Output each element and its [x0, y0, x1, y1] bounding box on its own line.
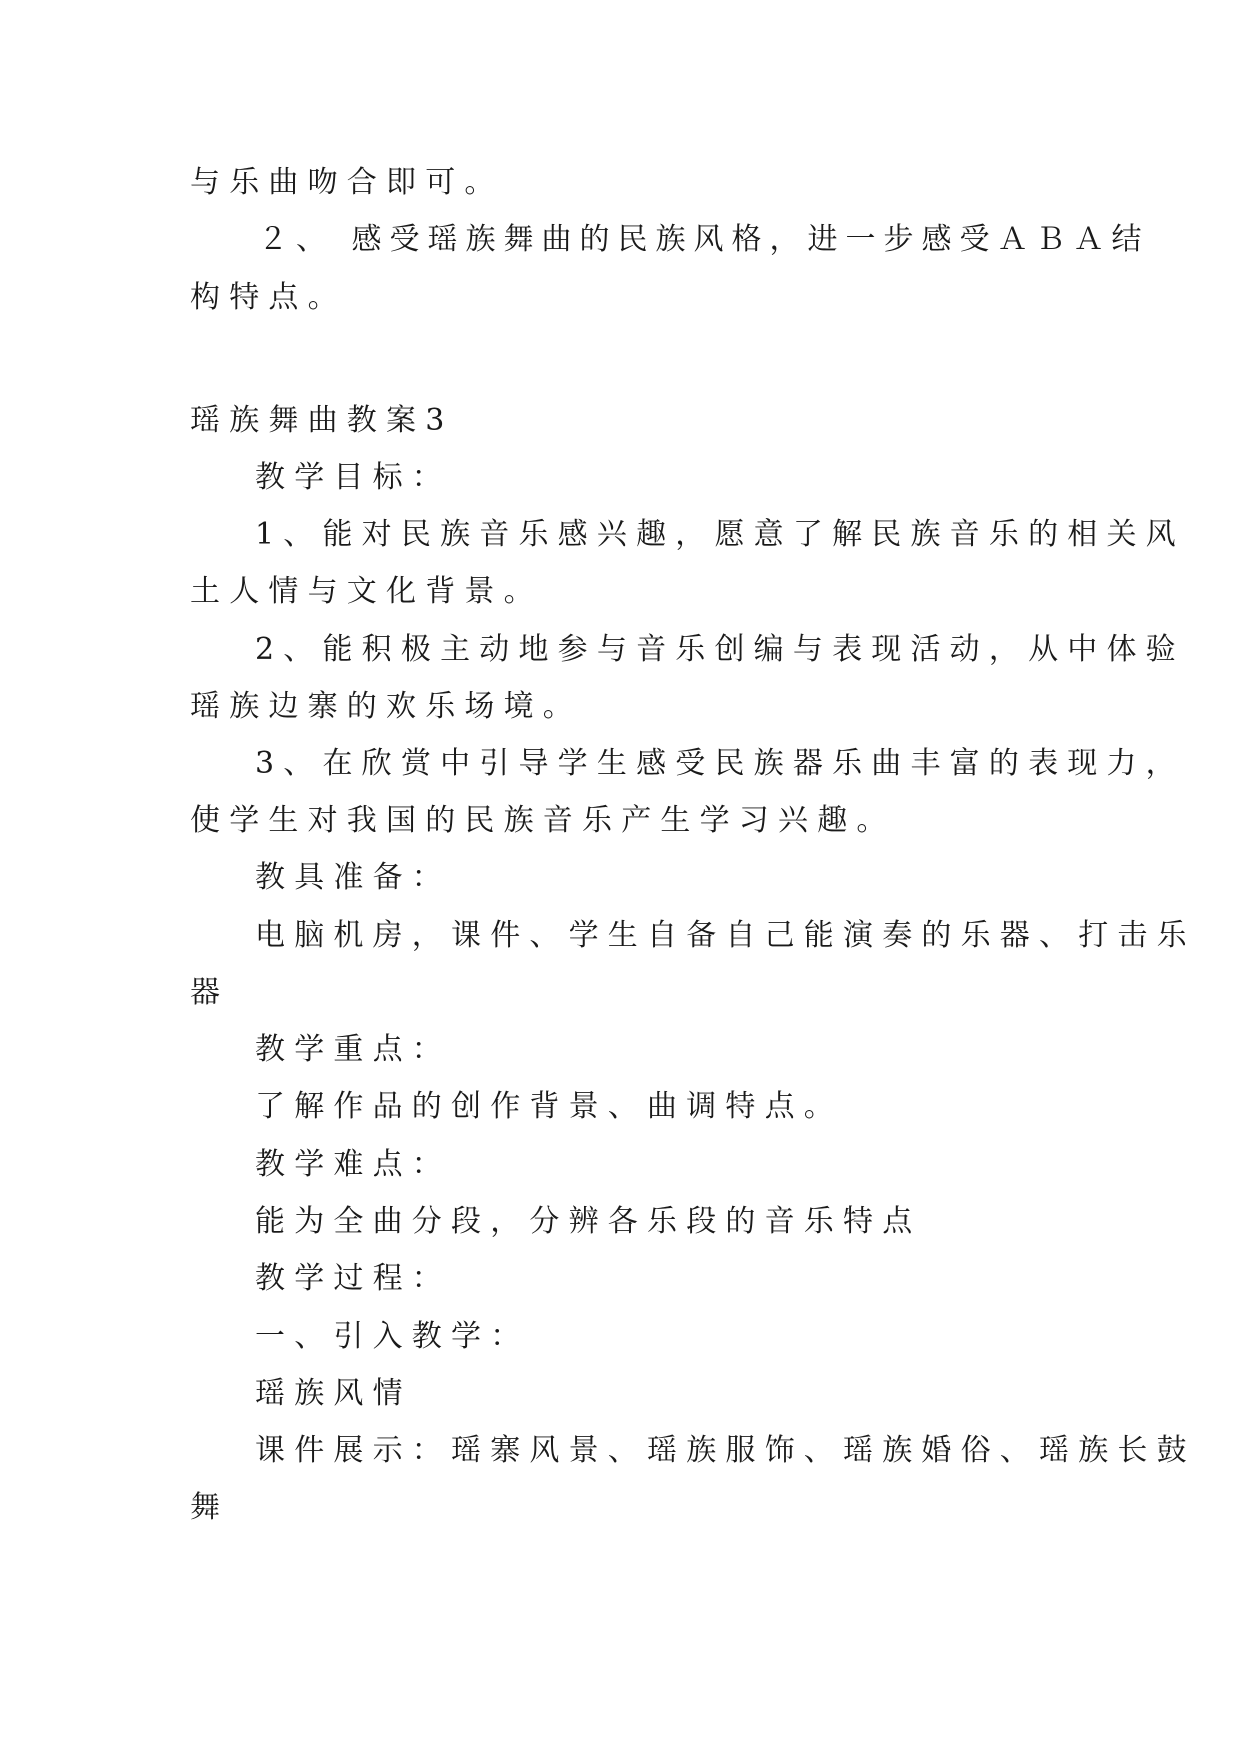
section-title: 瑶族舞曲教案3 [190, 403, 454, 438]
text-line: 能为全曲分段，分辨各乐段的音乐特点 [255, 1204, 922, 1239]
text-line: 教学重点： [255, 1032, 451, 1067]
text-line: 一、引入教学： [255, 1319, 530, 1354]
text-line: 课件展示：瑶寨风景、瑶族服饰、瑶族婚俗、瑶族长鼓 [255, 1433, 1196, 1468]
text-line: 使学生对我国的民族音乐产生学习兴趣。 [190, 803, 896, 838]
text-line: 与乐曲吻合即可。 [190, 165, 504, 200]
text-line: 瑶族边寨的欢乐场境。 [190, 689, 582, 724]
text-line: 3、在欣赏中引导学生感受民族器乐曲丰富的表现力， [255, 746, 1185, 781]
text-line: 舞 [190, 1490, 230, 1525]
text-line: ２、 感受瑶族舞曲的民族风格，进一步感受ＡＢＡ结 [258, 222, 1150, 257]
text-line: 构特点。 [190, 280, 347, 315]
text-line: 教学过程： [255, 1261, 451, 1296]
text-line: 教学目标： [255, 460, 451, 495]
text-line: 器 [190, 975, 230, 1010]
text-line: 土人情与文化背景。 [190, 574, 543, 609]
text-line: 电脑机房，课件、学生自备自己能演奏的乐器、打击乐 [255, 918, 1196, 953]
text-line: 教具准备： [255, 860, 451, 895]
text-line: 了解作品的创作背景、曲调特点。 [255, 1089, 843, 1124]
text-line: 瑶族风情 [255, 1376, 412, 1411]
text-line: 2、能积极主动地参与音乐创编与表现活动，从中体验 [255, 632, 1185, 667]
text-line: 教学难点： [255, 1147, 451, 1182]
text-line: 1、能对民族音乐感兴趣，愿意了解民族音乐的相关风 [255, 517, 1185, 552]
